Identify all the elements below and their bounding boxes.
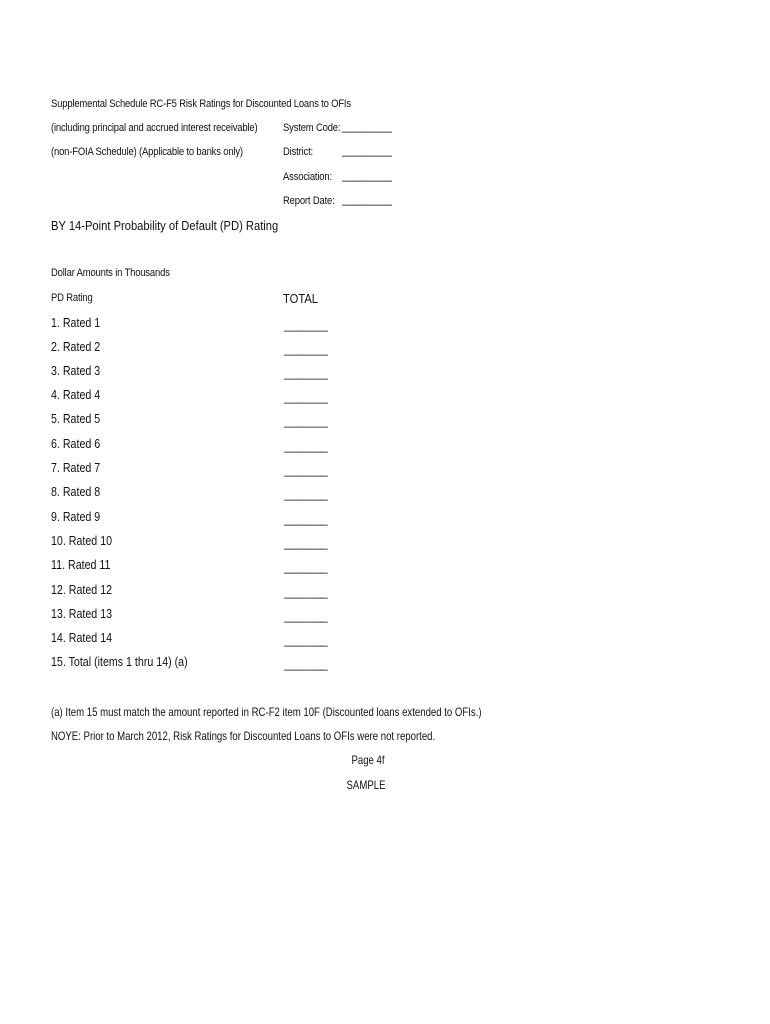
report-date-label: Report Date:: [283, 195, 335, 207]
table-row-label: 6. Rated 6: [51, 436, 101, 451]
total-row-value[interactable]: _______: [284, 657, 328, 671]
column-header-pd-rating: PD Rating: [51, 292, 93, 304]
schedule-scope-note: (non-FOIA Schedule) (Applicable to banks only): [51, 146, 243, 158]
table-row-label: 3. Rated 3: [51, 363, 101, 378]
table-row-label: 1. Rated 1: [51, 315, 101, 330]
table-row-label: 2. Rated 2: [51, 339, 101, 354]
table-row-value[interactable]: _______: [284, 633, 328, 647]
system-code-field[interactable]: ________: [342, 119, 392, 133]
association-label: Association:: [283, 171, 332, 183]
table-row-label: 5. Rated 5: [51, 411, 101, 426]
table-row-value[interactable]: _______: [284, 512, 328, 526]
table-row-value[interactable]: _______: [284, 609, 328, 623]
section-title: BY 14-Point Probability of Default (PD) Rating: [51, 218, 279, 233]
table-row-label: 8. Rated 8: [51, 484, 101, 499]
table-row-label: 14. Rated 14: [51, 630, 113, 645]
district-label: District:: [283, 146, 313, 158]
total-row-label: 15. Total (items 1 thru 14) (a): [51, 654, 188, 669]
table-row-value[interactable]: _______: [284, 342, 328, 356]
district-field[interactable]: ________: [342, 143, 392, 157]
table-row-value[interactable]: _______: [284, 560, 328, 574]
table-row-value[interactable]: _______: [284, 366, 328, 380]
column-header-total: TOTAL: [283, 291, 319, 306]
table-row-label: 12. Rated 12: [51, 582, 113, 597]
table-row-value[interactable]: _______: [284, 390, 328, 404]
table-row-label: 13. Rated 13: [51, 606, 113, 621]
table-row-label: 4. Rated 4: [51, 387, 101, 402]
schedule-subtitle: (including principal and accrued interest receivable): [51, 122, 258, 134]
association-field[interactable]: ________: [342, 168, 392, 182]
table-row-value[interactable]: _______: [284, 318, 328, 332]
table-row-value[interactable]: _______: [284, 439, 328, 453]
schedule-title: Supplemental Schedule RC-F5 Risk Ratings for Discounted Loans to OFIs: [51, 98, 351, 110]
table-row-value[interactable]: _______: [284, 487, 328, 501]
report-date-field[interactable]: ________: [342, 192, 392, 206]
page-number: Page 4f: [351, 753, 385, 767]
table-row-label: 9. Rated 9: [51, 509, 101, 524]
units-note: Dollar Amounts in Thousands: [51, 267, 170, 279]
system-code-label: System Code:: [283, 122, 341, 134]
footnote-a: (a) Item 15 must match the amount reported in RC-F2 item 10F (Discounted loans extended to OFIs.): [51, 705, 482, 719]
table-row-value[interactable]: _______: [284, 536, 328, 550]
table-row-label: 10. Rated 10: [51, 533, 113, 548]
footnote-noye: NOYE: Prior to March 2012, Risk Ratings for Discounted Loans to OFIs were not reported.: [51, 729, 436, 743]
table-row-label: 11. Rated 11: [51, 557, 111, 572]
table-row-value[interactable]: _______: [284, 585, 328, 599]
table-row-label: 7. Rated 7: [51, 460, 101, 475]
table-row-value[interactable]: _______: [284, 414, 328, 428]
table-row-value[interactable]: _______: [284, 463, 328, 477]
sample-label: SAMPLE: [346, 778, 386, 792]
